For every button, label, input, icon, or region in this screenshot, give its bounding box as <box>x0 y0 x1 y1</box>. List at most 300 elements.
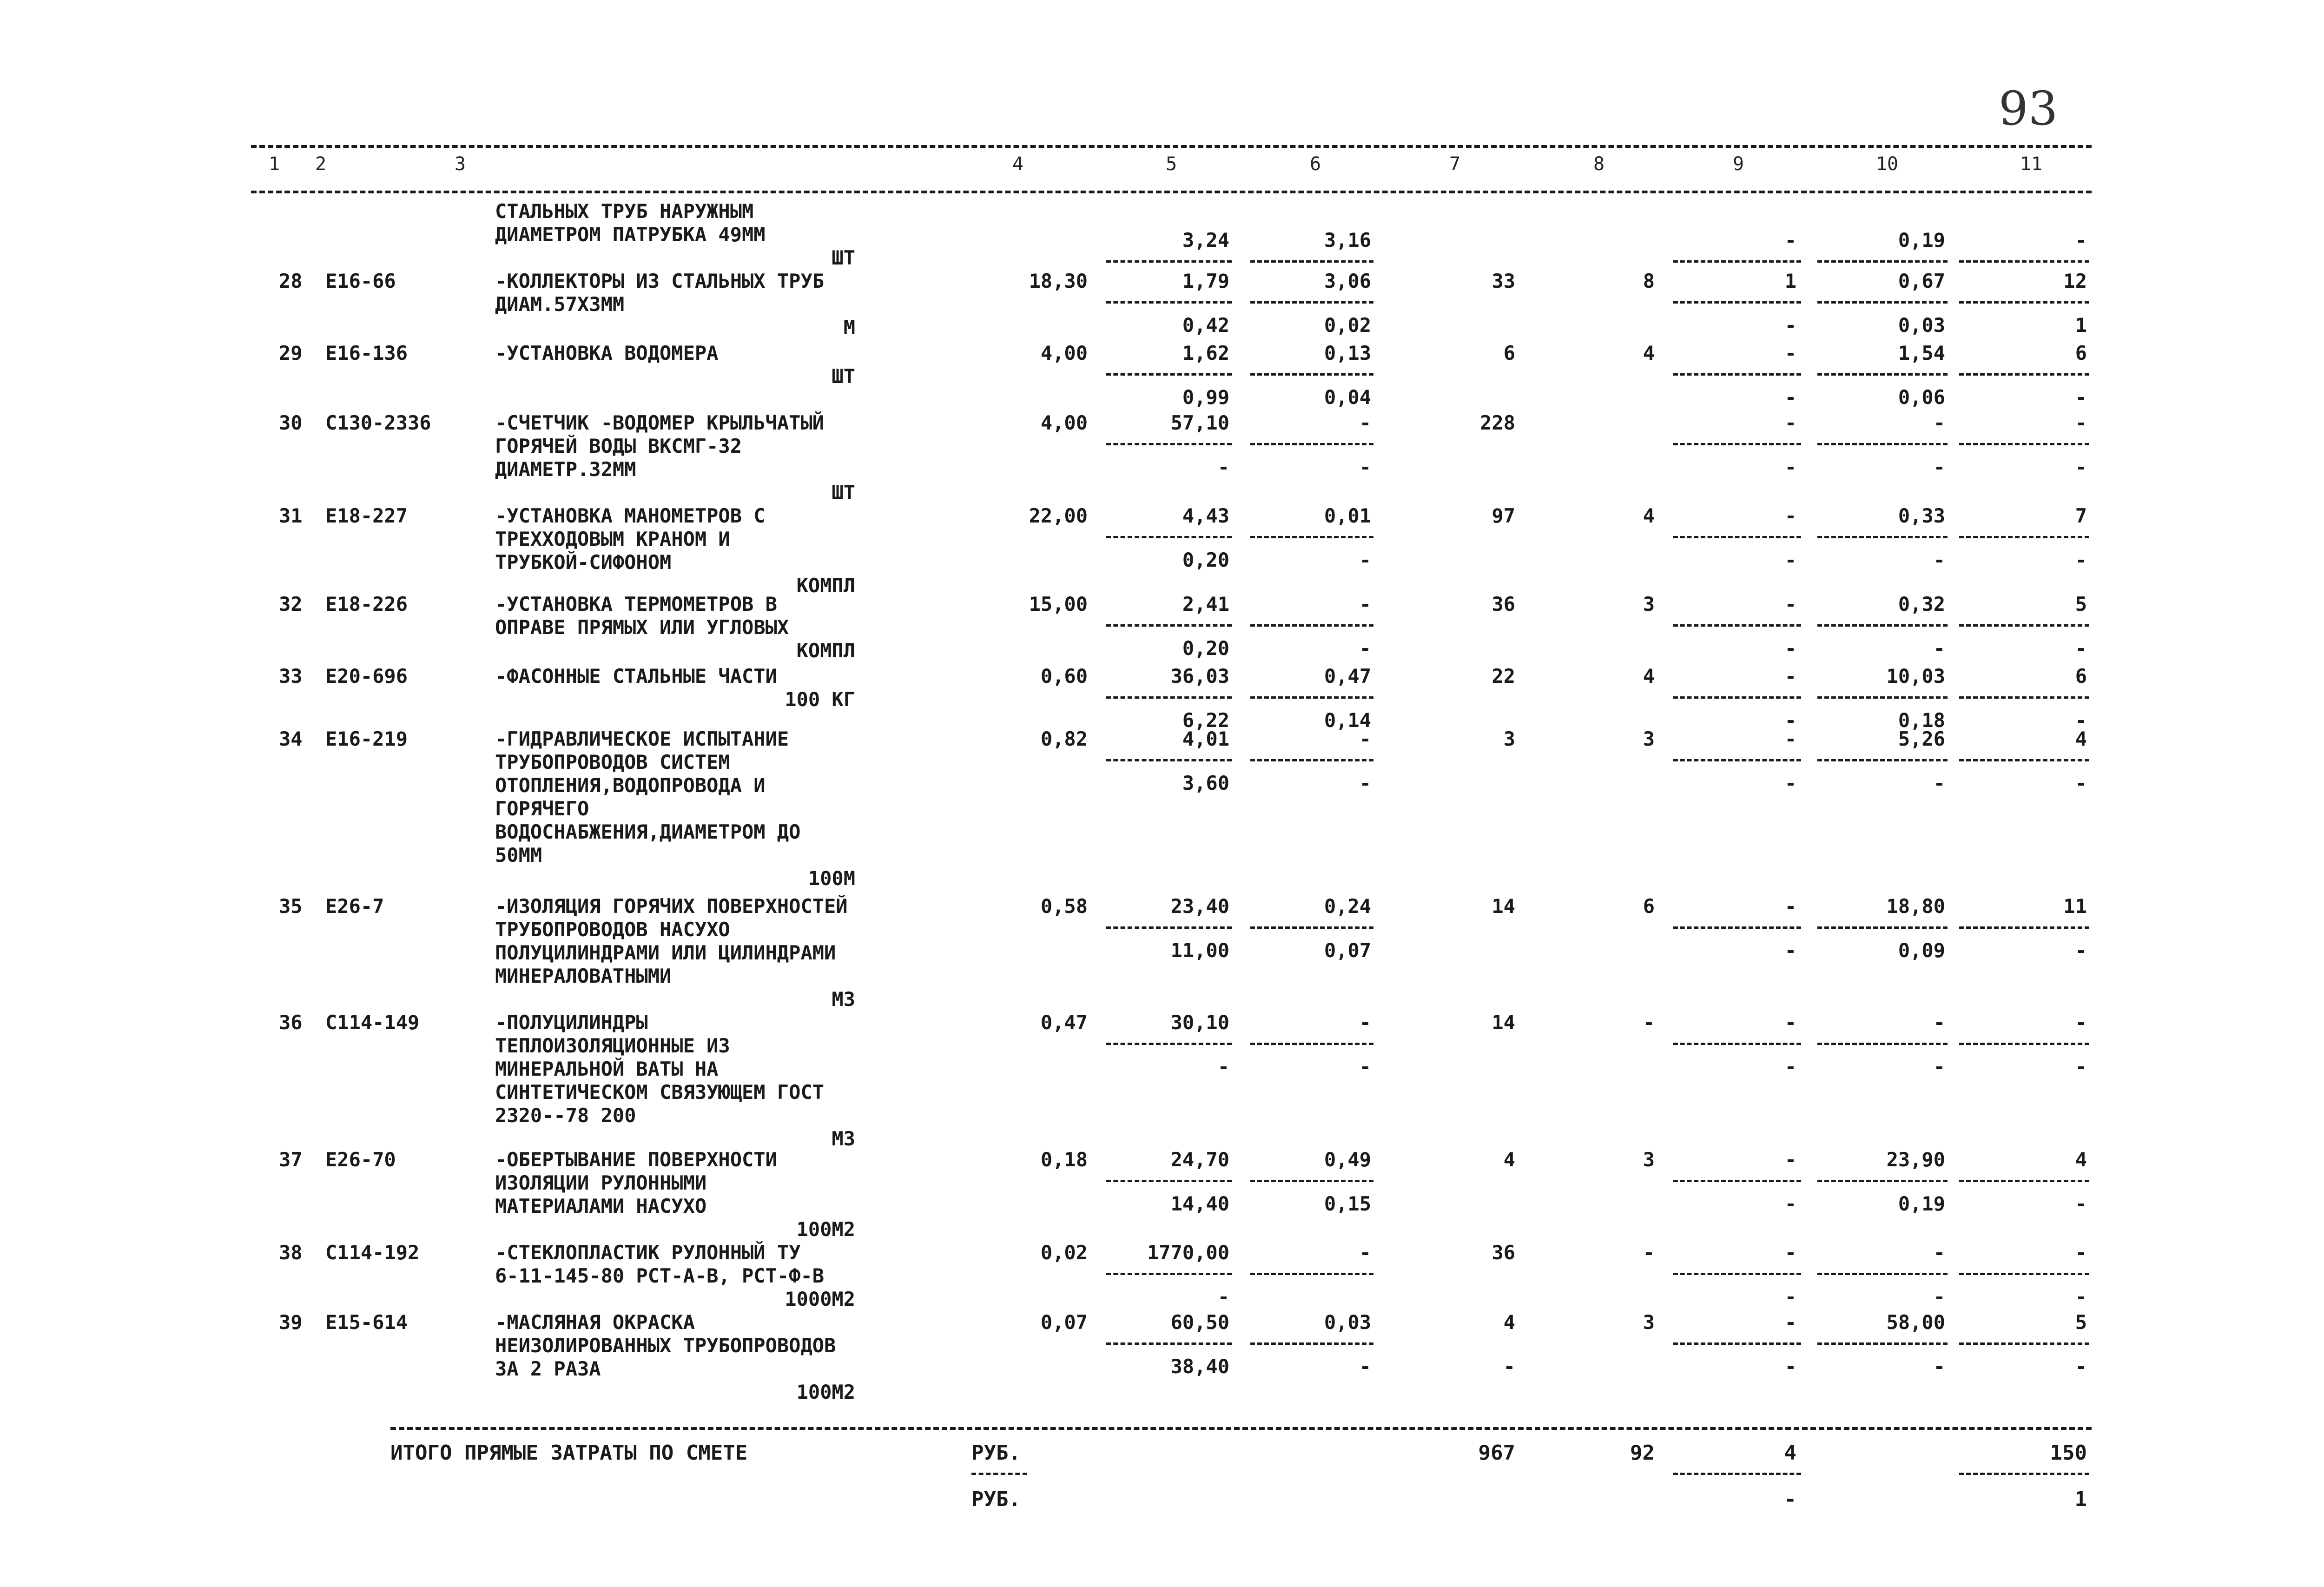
cell-c4: 0,07 <box>1040 1311 1088 1334</box>
row-description: 2320--78 200 <box>495 1104 636 1127</box>
separator-c6 <box>1250 536 1373 538</box>
total-unit: РУБ. <box>971 1441 1021 1465</box>
separator-c10 <box>1817 1180 1948 1182</box>
separator-c5 <box>1106 759 1232 761</box>
cell-c7: 228 <box>1480 411 1515 434</box>
row-code: С114-149 <box>325 1011 420 1034</box>
column-header-11: 11 <box>2020 153 2043 175</box>
column-header-10: 10 <box>1875 153 1899 175</box>
row-description: ГОРЯЧЕЙ ВОДЫ ВКСМГ-32 <box>495 435 742 457</box>
separator-c10 <box>1817 1043 1948 1045</box>
cell-c9b: - <box>1784 1355 1796 1378</box>
cell-c10b: - <box>1933 456 1945 478</box>
cell-c9: - <box>1784 411 1796 434</box>
cell-c4: 0,47 <box>1040 1011 1088 1034</box>
row-description: -УСТАНОВКА МАНОМЕТРОВ С <box>495 504 766 527</box>
cell-c6: 0,03 <box>1324 1311 1371 1334</box>
row-unit: М <box>843 316 855 339</box>
column-header-8: 8 <box>1593 153 1605 175</box>
cell-c11b: - <box>2075 386 2087 409</box>
cell-c6b: - <box>1359 549 1371 571</box>
cell-c8: 8 <box>1643 270 1655 292</box>
row-description: 50ММ <box>495 844 542 866</box>
separator-c11 <box>1959 624 2089 627</box>
separator-c11 <box>1959 1180 2089 1182</box>
row-number: 39 <box>279 1311 303 1334</box>
separator-c10 <box>1817 696 1948 699</box>
row-description: МИНЕРАЛЬНОЙ ВАТЫ НА <box>495 1058 719 1080</box>
column-header-6: 6 <box>1309 153 1321 175</box>
cell-c5b: 0,42 <box>1182 314 1229 337</box>
cell-c10b: - <box>1933 1285 1945 1308</box>
cell-c10: - <box>1933 411 1945 434</box>
cell-c9: 1 <box>1784 270 1796 292</box>
cell-c5: 24,70 <box>1170 1148 1229 1171</box>
cell-c6: 3,16 <box>1324 229 1371 251</box>
cell-c10b: 0,03 <box>1898 314 1945 337</box>
cell-c10: 58,00 <box>1886 1311 1945 1334</box>
separator-c10 <box>1817 373 1948 376</box>
total-separator-2 <box>1959 1473 2089 1475</box>
cell-c5: 4,01 <box>1182 727 1229 750</box>
cell-c10: 23,90 <box>1886 1148 1945 1171</box>
row-number: 34 <box>279 727 303 750</box>
cell-c5b: - <box>1217 456 1229 478</box>
separator-c9 <box>1673 536 1801 538</box>
separator-c6 <box>1250 624 1373 627</box>
cell-c7: 4 <box>1503 1148 1515 1171</box>
separator-c11 <box>1959 759 2089 761</box>
row-number: 36 <box>279 1011 303 1034</box>
cell-c8: 4 <box>1643 342 1655 364</box>
cell-c9b: - <box>1784 386 1796 409</box>
separator-c6 <box>1250 1342 1373 1345</box>
cell-c7: 6 <box>1503 342 1515 364</box>
cell-c5: 1,79 <box>1182 270 1229 292</box>
row-description: СТАЛЬНЫХ ТРУБ НАРУЖНЫМ <box>495 200 754 223</box>
cell-c11b: - <box>2075 1285 2087 1308</box>
cell-c11b: - <box>2075 549 2087 571</box>
cell-c5b: 14,40 <box>1170 1192 1229 1215</box>
row-description: ОПРАВЕ ПРЯМЫХ ИЛИ УГЛОВЫХ <box>495 616 789 639</box>
cell-c9: - <box>1784 342 1796 364</box>
cell-c7: 14 <box>1492 1011 1515 1034</box>
cell-c7: 36 <box>1492 593 1515 615</box>
cell-c10b: - <box>1933 637 1945 660</box>
separator-c9 <box>1673 624 1801 627</box>
cell-c7: 33 <box>1492 270 1515 292</box>
separator-c5 <box>1106 443 1232 445</box>
row-description: -УСТАНОВКА ВОДОМЕРА <box>495 342 719 364</box>
separator-c9 <box>1673 1273 1801 1275</box>
cell-c5: 60,50 <box>1170 1311 1229 1334</box>
total-unit-secondary: РУБ. <box>971 1488 1021 1511</box>
cell-c10: 0,33 <box>1898 504 1945 527</box>
row-unit: 1000М2 <box>785 1288 855 1310</box>
row-description: ДИАМЕТРОМ ПАТРУБКА 49ММ <box>495 223 766 246</box>
cell-c5b: 0,20 <box>1182 637 1229 660</box>
row-description: ДИАМ.57Х3ММ <box>495 293 625 316</box>
cell-c4: 0,60 <box>1040 665 1088 688</box>
separator-c9 <box>1673 443 1801 445</box>
page-number: 93 <box>1999 81 2058 136</box>
total-c9-secondary: - <box>1784 1488 1796 1511</box>
row-code: Е18-227 <box>325 504 408 527</box>
cell-c6b: 0,15 <box>1324 1192 1371 1215</box>
cell-c9: - <box>1784 1311 1796 1334</box>
cell-c6b: - <box>1359 637 1371 660</box>
cell-c5b: - <box>1217 1285 1229 1308</box>
cell-c6: 0,49 <box>1324 1148 1371 1171</box>
cell-c11b: - <box>2075 1355 2087 1378</box>
cell-c6b: - <box>1359 1055 1371 1078</box>
row-description: -ГИДРАВЛИЧЕСКОЕ ИСПЫТАНИЕ <box>495 727 789 750</box>
separator-c11 <box>1959 1043 2089 1045</box>
column-header-2: 2 <box>315 153 327 175</box>
row-number: 31 <box>279 504 303 527</box>
separator-c6 <box>1250 696 1373 699</box>
separator-c9 <box>1673 926 1801 929</box>
cell-c11: 11 <box>2063 895 2087 918</box>
cell-c6: - <box>1359 1011 1371 1034</box>
row-unit: 100М2 <box>796 1381 855 1403</box>
cell-c5b: - <box>1217 1055 1229 1078</box>
cell-c9b: - <box>1784 637 1796 660</box>
row-description: -СЧЕТЧИК -ВОДОМЕР КРЫЛЬЧАТЫЙ <box>495 411 825 434</box>
cell-c9: - <box>1784 1011 1796 1034</box>
cell-c5b: 0,20 <box>1182 549 1229 571</box>
cell-c4: 15,00 <box>1029 593 1088 615</box>
cell-c9: - <box>1784 593 1796 615</box>
column-header-4: 4 <box>1012 153 1024 175</box>
separator-c11 <box>1959 373 2089 376</box>
cell-c8: 3 <box>1643 727 1655 750</box>
cell-c10: 0,19 <box>1898 229 1945 251</box>
row-description: -МАСЛЯНАЯ ОКРАСКА <box>495 1311 695 1334</box>
row-code: С114-192 <box>325 1241 420 1264</box>
separator-c9 <box>1673 759 1801 761</box>
separator-c5 <box>1106 926 1232 929</box>
total-separator-0 <box>971 1473 1027 1475</box>
separator-c9 <box>1673 696 1801 699</box>
row-code: Е26-7 <box>325 895 384 918</box>
row-description: ПОЛУЦИЛИНДРАМИ ИЛИ ЦИЛИНДРАМИ <box>495 941 836 964</box>
separator-c5 <box>1106 624 1232 627</box>
row-unit: М3 <box>832 988 855 1011</box>
row-description: МИНЕРАЛОВАТНЫМИ <box>495 965 672 987</box>
row-description: ВОДОСНАБЖЕНИЯ,ДИАМЕТРОМ ДО <box>495 820 801 843</box>
separator-c11 <box>1959 260 2089 263</box>
cell-c11: - <box>2075 411 2087 434</box>
row-unit: 100М <box>808 867 855 890</box>
cell-c9b: - <box>1784 456 1796 478</box>
cell-c4: 18,30 <box>1029 270 1088 292</box>
cell-c6b: 0,02 <box>1324 314 1371 337</box>
cell-c5: 36,03 <box>1170 665 1229 688</box>
row-code: Е18-226 <box>325 593 408 615</box>
row-description: ГОРЯЧЕГО <box>495 797 589 820</box>
column-header-1: 1 <box>268 153 280 175</box>
cell-c9b: - <box>1784 314 1796 337</box>
separator-c11 <box>1959 1342 2089 1345</box>
cell-c8: 4 <box>1643 504 1655 527</box>
cell-c4: 4,00 <box>1040 342 1088 364</box>
cell-c6: - <box>1359 411 1371 434</box>
cell-c9b: - <box>1784 772 1796 794</box>
cell-c9b: - <box>1784 1055 1796 1078</box>
row-unit: ШТ <box>832 246 855 269</box>
cell-c11b: - <box>2075 709 2087 732</box>
separator-c11 <box>1959 301 2089 304</box>
cell-c11b: - <box>2075 772 2087 794</box>
cell-c11b: - <box>2075 637 2087 660</box>
separator-c6 <box>1250 301 1373 304</box>
cell-c6b: 0,04 <box>1324 386 1371 409</box>
row-description: ТРУБОПРОВОДОВ НАСУХО <box>495 918 730 941</box>
separator-c11 <box>1959 536 2089 538</box>
row-description: ТРУБОПРОВОДОВ СИСТЕМ <box>495 751 730 774</box>
separator-c6 <box>1250 759 1373 761</box>
separator-c11 <box>1959 926 2089 929</box>
column-header-5: 5 <box>1165 153 1177 175</box>
row-description: -ОБЕРТЫВАНИЕ ПОВЕРХНОСТИ <box>495 1148 777 1171</box>
separator-c11 <box>1959 1273 2089 1275</box>
cell-c7: 14 <box>1492 895 1515 918</box>
cell-c11: 6 <box>2075 665 2087 688</box>
separator-c9 <box>1673 260 1801 263</box>
cell-c5: 30,10 <box>1170 1011 1229 1034</box>
cell-c6b: 0,07 <box>1324 939 1371 962</box>
cell-c10: - <box>1933 1011 1945 1034</box>
cell-c5b: 38,40 <box>1170 1355 1229 1378</box>
separator-c6 <box>1250 443 1373 445</box>
row-description: МАТЕРИАЛАМИ НАСУХО <box>495 1195 707 1217</box>
separator-c11 <box>1959 443 2089 445</box>
row-number: 30 <box>279 411 303 434</box>
cell-c11: 5 <box>2075 1311 2087 1334</box>
row-number: 38 <box>279 1241 303 1264</box>
row-description: ТРУБКОЙ-СИФОНОМ <box>495 551 672 574</box>
total-c9: 4 <box>1784 1441 1796 1465</box>
separator-c5 <box>1106 1273 1232 1275</box>
separator-c10 <box>1817 301 1948 304</box>
cell-c6: - <box>1359 593 1371 615</box>
cell-c5: 4,43 <box>1182 504 1229 527</box>
row-description: ИЗОЛЯЦИИ РУЛОННЫМИ <box>495 1171 707 1194</box>
row-description: -ИЗОЛЯЦИЯ ГОРЯЧИХ ПОВЕРХНОСТЕЙ <box>495 895 848 918</box>
separator-c11 <box>1959 696 2089 699</box>
cell-c6: 3,06 <box>1324 270 1371 292</box>
column-header-9: 9 <box>1732 153 1744 175</box>
cell-c11b: - <box>2075 1055 2087 1078</box>
row-description: ТРЕХХОДОВЫМ КРАНОМ И <box>495 528 730 550</box>
cell-c7: 4 <box>1503 1311 1515 1334</box>
cell-c6b: - <box>1359 772 1371 794</box>
separator-c6 <box>1250 1043 1373 1045</box>
cell-c10: - <box>1933 1241 1945 1264</box>
cell-c8: 6 <box>1643 895 1655 918</box>
separator-c6 <box>1250 926 1373 929</box>
total-c11: 150 <box>2050 1441 2087 1465</box>
row-description: НЕИЗОЛИРОВАННЫХ ТРУБОПРОВОДОВ <box>495 1334 836 1357</box>
total-separator-1 <box>1673 1473 1801 1475</box>
separator-c9 <box>1673 373 1801 376</box>
cell-c10b: 0,06 <box>1898 386 1945 409</box>
cell-c10: 0,32 <box>1898 593 1945 615</box>
cell-c10b: - <box>1933 549 1945 571</box>
row-description: -КОЛЛЕКТОРЫ ИЗ СТАЛЬНЫХ ТРУБ <box>495 270 825 292</box>
row-code: С130-2336 <box>325 411 431 434</box>
cell-c8: - <box>1643 1241 1655 1264</box>
separator-c5 <box>1106 260 1232 263</box>
row-description: -УСТАНОВКА ТЕРМОМЕТРОВ В <box>495 593 777 615</box>
separator-c5 <box>1106 1342 1232 1345</box>
cell-c6: - <box>1359 1241 1371 1264</box>
total-label: ИТОГО ПРЯМЫЕ ЗАТРАТЫ ПО СМЕТЕ <box>390 1441 748 1465</box>
row-code: Е15-614 <box>325 1311 408 1334</box>
cell-c5b: 11,00 <box>1170 939 1229 962</box>
row-number: 28 <box>279 270 303 292</box>
total-rule <box>390 1427 2092 1430</box>
separator-c6 <box>1250 1180 1373 1182</box>
row-code: Е16-66 <box>325 270 396 292</box>
cell-c6: 0,01 <box>1324 504 1371 527</box>
cell-c11: 6 <box>2075 342 2087 364</box>
separator-c10 <box>1817 1342 1948 1345</box>
separator-c10 <box>1817 443 1948 445</box>
cell-c8: 3 <box>1643 1311 1655 1334</box>
cell-c6: - <box>1359 727 1371 750</box>
separator-c9 <box>1673 1180 1801 1182</box>
row-description: СИНТЕТИЧЕСКОМ СВЯЗУЮЩЕМ ГОСТ <box>495 1081 825 1104</box>
column-header-3: 3 <box>454 153 466 175</box>
row-unit: 100 КГ <box>785 688 855 711</box>
cell-c8: 4 <box>1643 665 1655 688</box>
row-description: ЗА 2 РАЗА <box>495 1357 601 1380</box>
cell-c4: 0,18 <box>1040 1148 1088 1171</box>
row-unit: ШТ <box>832 481 855 504</box>
cell-c9: - <box>1784 229 1796 251</box>
cell-c8: 3 <box>1643 593 1655 615</box>
cell-c4: 0,82 <box>1040 727 1088 750</box>
cell-c5: 2,41 <box>1182 593 1229 615</box>
cell-c9b: - <box>1784 939 1796 962</box>
cell-c4: 0,02 <box>1040 1241 1088 1264</box>
header-top-rule <box>251 145 2092 148</box>
cell-c6: 0,47 <box>1324 665 1371 688</box>
row-number: 29 <box>279 342 303 364</box>
cell-c5b: 6,22 <box>1182 709 1229 732</box>
cell-c6b: 0,14 <box>1324 709 1371 732</box>
row-unit: 100М2 <box>796 1218 855 1241</box>
row-description: ТЕПЛОИЗОЛЯЦИОННЫЕ ИЗ <box>495 1034 730 1057</box>
cell-c8: 3 <box>1643 1148 1655 1171</box>
cell-c5: 3,24 <box>1182 229 1229 251</box>
cell-c5: 1,62 <box>1182 342 1229 364</box>
cell-c10b: 0,18 <box>1898 709 1945 732</box>
cell-c7: 22 <box>1492 665 1515 688</box>
cell-c5b: 3,60 <box>1182 772 1229 794</box>
total-c8: 92 <box>1630 1441 1655 1465</box>
cell-c11b: - <box>2075 1192 2087 1215</box>
separator-c10 <box>1817 926 1948 929</box>
row-description: -ФАСОННЫЕ СТАЛЬНЫЕ ЧАСТИ <box>495 665 777 688</box>
row-unit: КОМПЛ <box>796 574 855 597</box>
separator-c10 <box>1817 624 1948 627</box>
cell-c11: 5 <box>2075 593 2087 615</box>
cell-c7b: - <box>1503 1355 1515 1378</box>
separator-c9 <box>1673 1342 1801 1345</box>
cell-c6: 0,13 <box>1324 342 1371 364</box>
row-number: 33 <box>279 665 303 688</box>
cell-c9: - <box>1784 665 1796 688</box>
cell-c11: - <box>2075 1011 2087 1034</box>
separator-c10 <box>1817 260 1948 263</box>
cell-c7: 36 <box>1492 1241 1515 1264</box>
cell-c9: - <box>1784 504 1796 527</box>
cell-c5: 1770,00 <box>1147 1241 1229 1264</box>
cell-c11: 4 <box>2075 1148 2087 1171</box>
total-c7: 967 <box>1478 1441 1515 1465</box>
separator-c9 <box>1673 301 1801 304</box>
separator-c5 <box>1106 536 1232 538</box>
column-header-7: 7 <box>1449 153 1461 175</box>
cell-c9b: - <box>1784 549 1796 571</box>
cell-c10: 1,54 <box>1898 342 1945 364</box>
cell-c9b: - <box>1784 1285 1796 1308</box>
row-code: Е16-219 <box>325 727 408 750</box>
cell-c4: 0,58 <box>1040 895 1088 918</box>
row-code: Е16-136 <box>325 342 408 364</box>
cell-c10b: 0,19 <box>1898 1192 1945 1215</box>
cell-c7: 3 <box>1503 727 1515 750</box>
cell-c10: 5,26 <box>1898 727 1945 750</box>
row-unit: М3 <box>832 1127 855 1150</box>
separator-c9 <box>1673 1043 1801 1045</box>
row-description: -ПОЛУЦИЛИНДРЫ <box>495 1011 648 1034</box>
cell-c5: 23,40 <box>1170 895 1229 918</box>
cell-c10: 0,67 <box>1898 270 1945 292</box>
cell-c5b: 0,99 <box>1182 386 1229 409</box>
header-bottom-rule <box>251 191 2092 193</box>
total-c11-secondary: 1 <box>2074 1488 2087 1511</box>
cell-c9: - <box>1784 895 1796 918</box>
cell-c10: 18,80 <box>1886 895 1945 918</box>
cell-c9: - <box>1784 727 1796 750</box>
cell-c4: 4,00 <box>1040 411 1088 434</box>
cell-c11b: - <box>2075 456 2087 478</box>
cell-c11: 7 <box>2075 504 2087 527</box>
cell-c7: 97 <box>1492 504 1515 527</box>
row-code: Е26-70 <box>325 1148 396 1171</box>
separator-c10 <box>1817 1273 1948 1275</box>
cell-c10b: - <box>1933 1355 1945 1378</box>
row-code: Е20-696 <box>325 665 408 688</box>
cell-c6: 0,24 <box>1324 895 1371 918</box>
cell-c10b: - <box>1933 772 1945 794</box>
cell-c8: - <box>1643 1011 1655 1034</box>
row-number: 35 <box>279 895 303 918</box>
cell-c10b: - <box>1933 1055 1945 1078</box>
cell-c11: - <box>2075 1241 2087 1264</box>
row-description: ДИАМЕТР.32ММ <box>495 458 636 481</box>
cell-c11: 12 <box>2063 270 2087 292</box>
separator-c5 <box>1106 1043 1232 1045</box>
cell-c5: 57,10 <box>1170 411 1229 434</box>
separator-c5 <box>1106 373 1232 376</box>
cell-c11: 4 <box>2075 727 2087 750</box>
row-number: 32 <box>279 593 303 615</box>
